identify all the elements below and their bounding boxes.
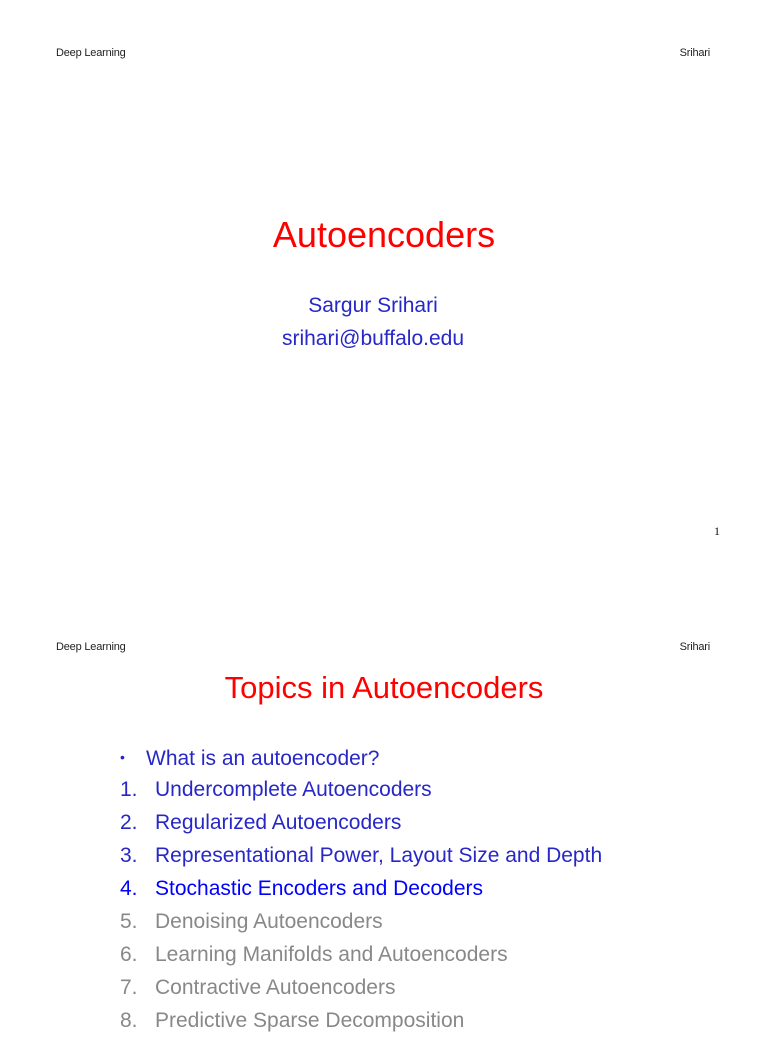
topic-text: Predictive Sparse Decomposition [155,1009,465,1032]
slide-title: Topics in Autoencoders [224,670,544,705]
topic-text: Regularized Autoencoders [155,811,402,834]
topic-marker: 4. [120,877,138,900]
slide-title: Autoencoders [272,214,496,255]
topic-text: Learning Manifolds and Autoencoders [155,943,508,966]
topic-marker: 1. [120,778,138,801]
topic-text: What is an autoencoder? [146,747,380,770]
topic-text: Contractive Autoencoders [155,976,396,999]
topic-marker: 8. [120,1009,138,1032]
header-course-label: Deep Learning [56,47,126,59]
author-name: Sargur Srihari [308,294,438,317]
topic-marker: 6. [120,943,138,966]
header-author-label: Srihari [679,641,710,653]
topic-text: Undercomplete Autoencoders [155,778,432,801]
topic-text: Denoising Autoencoders [155,910,383,933]
topic-item [120,842,602,875]
topic-marker: 5. [120,910,138,933]
topic-item [120,743,602,776]
topic-marker: 2. [120,811,138,834]
topic-item [120,776,602,809]
topic-text: Representational Power, Layout Size and Depth [155,844,603,867]
author-email: srihari@buffalo.edu [281,327,465,350]
header-author-label: Srihari [679,47,710,59]
topic-text: Stochastic Encoders and Decoders [155,877,484,900]
topic-item [120,875,602,908]
topic-item [120,941,602,974]
topics-slide [0,594,768,1032]
topics-list [120,743,602,1040]
header-course-label: Deep Learning [56,641,126,653]
topic-item [120,974,602,1007]
page-number: 1 [714,524,720,538]
topic-marker: 3. [120,844,138,867]
topic-item [120,809,602,842]
topic-item [120,908,602,941]
topic-marker: • [120,749,125,765]
topic-marker: 7. [120,976,138,999]
